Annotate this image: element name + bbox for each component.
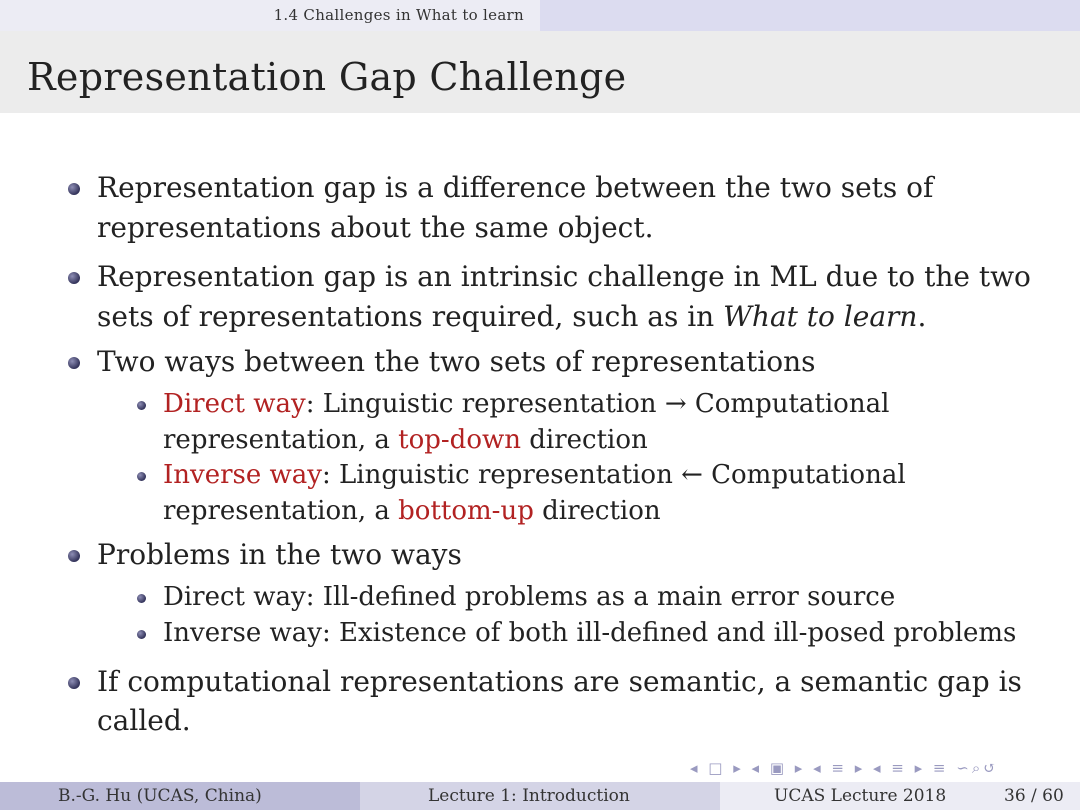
section-tab[interactable] bbox=[0, 0, 540, 31]
footer-author: B.-G. Hu (UCAS, China) bbox=[58, 786, 262, 806]
sub-bullet-icon bbox=[137, 401, 146, 410]
bullet-2-period: . bbox=[917, 300, 927, 333]
header-bar bbox=[0, 0, 1080, 31]
bullet-3-sub-1-line-1 bbox=[163, 386, 1043, 422]
bullet-2-text: sets of representations required, such as in bbox=[97, 300, 724, 333]
top-down-term: top-down bbox=[398, 425, 521, 455]
bullet-1-line-2: representations about the same object. bbox=[97, 211, 654, 244]
direct-way-text: : Linguistic representation → Computational bbox=[305, 389, 890, 419]
bullet-2-line-1: Representation gap is an intrinsic challenge in ML due to the two bbox=[97, 260, 1031, 293]
bullet-icon bbox=[68, 183, 80, 195]
bullet-icon bbox=[68, 677, 80, 689]
page-number: 36 / 60 bbox=[1004, 786, 1064, 806]
footer-lecture: Lecture 1: Introduction bbox=[428, 786, 630, 806]
beamer-navigation-symbols[interactable]: ◂ □ ▸ ◂ ▣ ▸ ◂ ≡ ▸ ◂ ≡ ▸ ≡ ∽⌕↺ bbox=[690, 759, 999, 777]
bullet-2-emphasis: What to learn bbox=[723, 300, 918, 333]
bullet-4: Problems in the two ways bbox=[97, 538, 462, 571]
bottom-up-term: bottom-up bbox=[398, 496, 534, 526]
footer-lecture-box bbox=[360, 782, 720, 810]
text: direction bbox=[520, 425, 648, 455]
inverse-way-text: : Linguistic representation ← Computational bbox=[321, 460, 906, 490]
footer-event: UCAS Lecture 2018 bbox=[774, 786, 947, 806]
bullet-icon bbox=[68, 272, 80, 284]
bullet-4-sub-1: Direct way: Ill-defined problems as a main error source bbox=[163, 582, 896, 612]
bullet-3: Two ways between the two sets of representations bbox=[97, 345, 816, 378]
bullet-3-sub-1-line-2 bbox=[163, 422, 1043, 458]
text: representation, a bbox=[163, 425, 399, 455]
footer bbox=[0, 782, 1080, 810]
bullet-5-line-1: If computational representations are semantic, a semantic gap is bbox=[97, 665, 1022, 698]
bullet-icon bbox=[68, 550, 80, 562]
footer-author-box bbox=[0, 782, 360, 810]
direct-way-term: Direct way bbox=[163, 389, 306, 419]
sub-bullet-icon bbox=[137, 472, 146, 481]
bullet-5-line-2: called. bbox=[97, 704, 191, 737]
bullet-1-line-1: Representation gap is a difference between the two sets of bbox=[97, 171, 934, 204]
bullet-4-sub-2: Inverse way: Existence of both ill-defined and ill-posed problems bbox=[163, 618, 1017, 648]
footer-event-box bbox=[720, 782, 1080, 810]
section-label: 1.4 Challenges in What to learn bbox=[273, 6, 524, 24]
bullet-3-sub-2-line-2 bbox=[163, 493, 1043, 529]
bullet-3-sub-2-line-1 bbox=[163, 457, 1043, 493]
slide-title: Representation Gap Challenge bbox=[27, 55, 627, 99]
bullet-2-line-2 bbox=[97, 297, 1057, 337]
text: representation, a bbox=[163, 496, 399, 526]
sub-bullet-icon bbox=[137, 630, 146, 639]
inverse-way-term: Inverse way bbox=[163, 460, 322, 490]
sub-bullet-icon bbox=[137, 594, 146, 603]
bullet-icon bbox=[68, 357, 80, 369]
text: direction bbox=[533, 496, 661, 526]
title-bar bbox=[0, 31, 1080, 113]
